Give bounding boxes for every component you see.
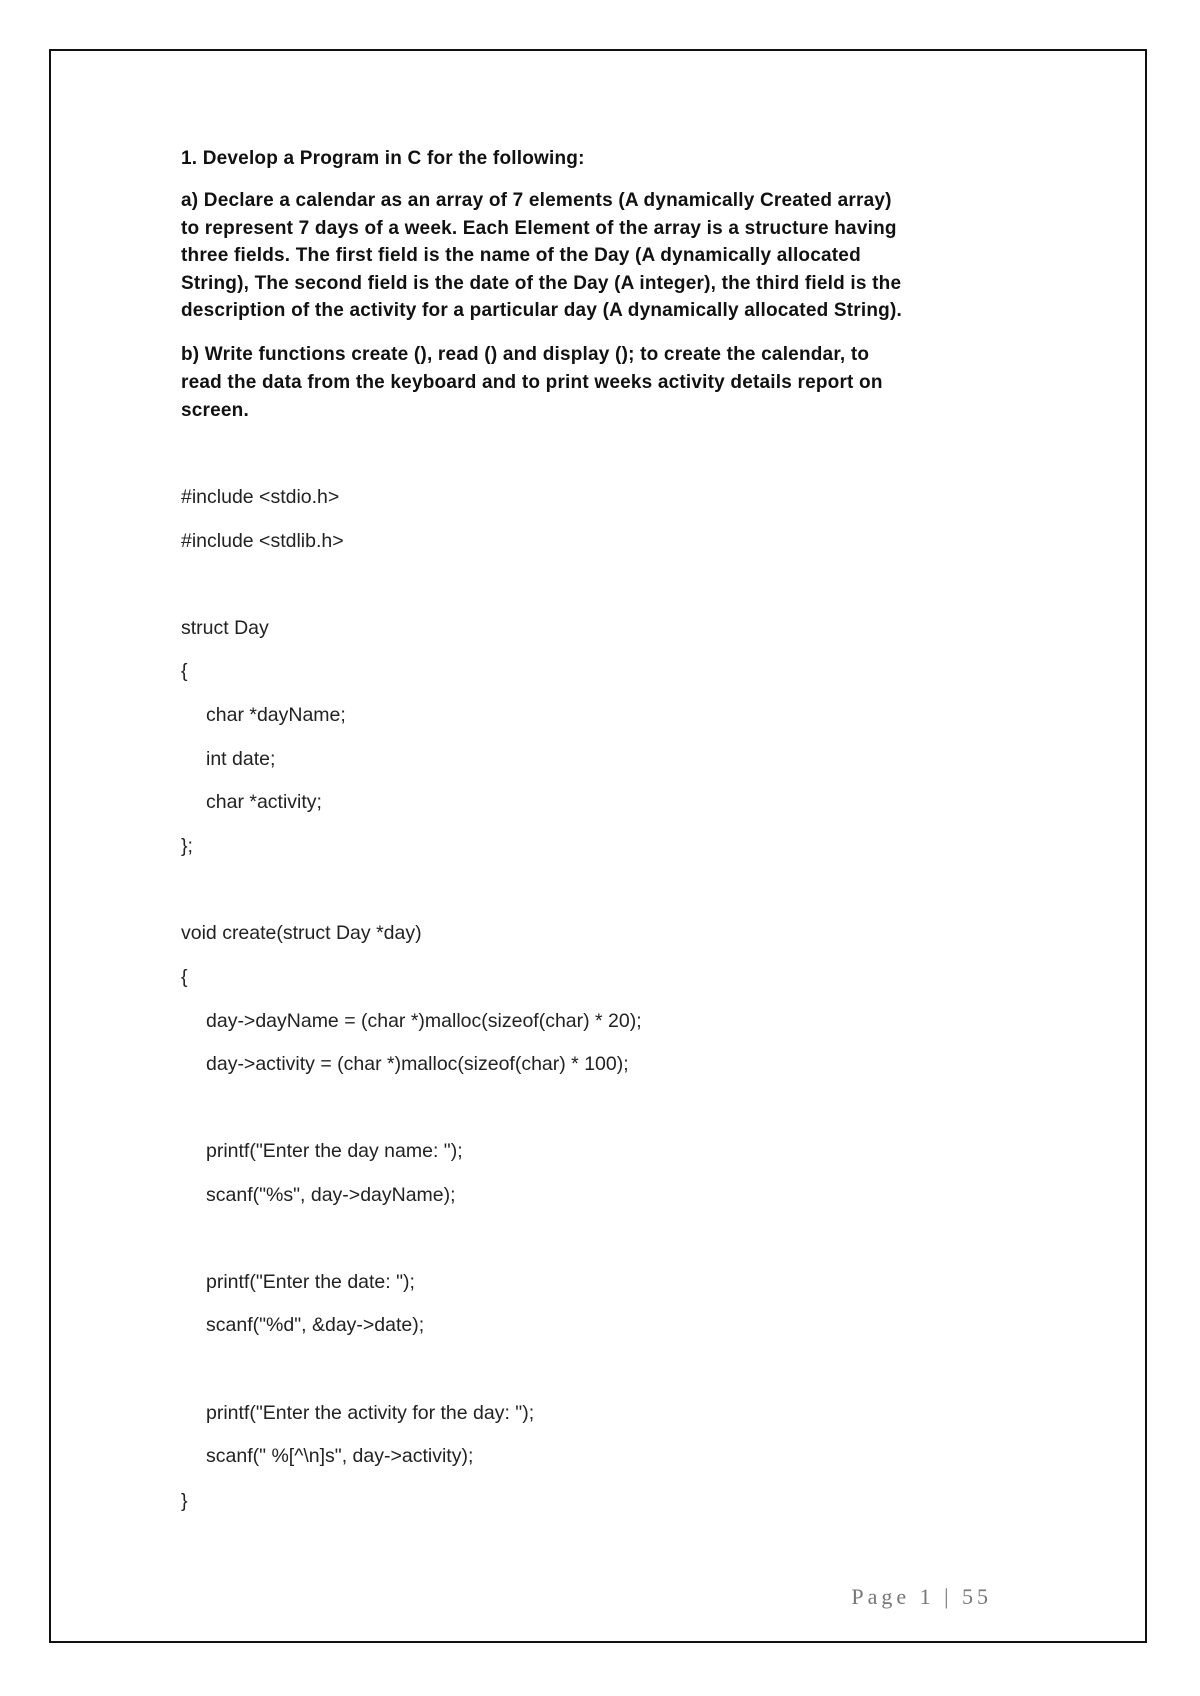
code-line: #include <stdlib.h> [181, 530, 344, 552]
code-line: { [181, 966, 188, 988]
code-line: } [181, 1490, 188, 1512]
part-a-line: three fields. The first field is the name of the Day (A dynamically allocated [181, 245, 861, 266]
code-line: scanf("%d", &day->date); [206, 1314, 425, 1336]
code-line: { [181, 660, 188, 682]
code-line: struct Day [181, 617, 269, 639]
part-a-line: to represent 7 days of a week. Each Element of the array is a structure having [181, 218, 897, 239]
code-line: printf("Enter the day name: "); [206, 1140, 463, 1162]
part-b-line: b) Write functions create (), read () and display (); to create the calendar, to [181, 344, 870, 365]
code-line: day->dayName = (char *)malloc(sizeof(char) * 20); [206, 1010, 642, 1032]
code-line: }; [181, 835, 193, 857]
part-b-line: read the data from the keyboard and to print weeks activity details report on [181, 372, 883, 393]
part-a-line: description of the activity for a particular day (A dynamically allocated String). [181, 300, 902, 321]
code-line: void create(struct Day *day) [181, 922, 422, 944]
part-a-line: String), The second field is the date of the Day (A integer), the third field is the [181, 273, 902, 294]
part-a-line: a) Declare a calendar as an array of 7 elements (A dynamically Created array) [181, 190, 892, 211]
question-heading: 1. Develop a Program in C for the following: [181, 148, 585, 169]
page-number: Page 1 | 55 [851, 1584, 992, 1609]
code-line: scanf(" %[^\n]s", day->activity); [206, 1445, 474, 1467]
code-line: day->activity = (char *)malloc(sizeof(char) * 100); [206, 1053, 629, 1075]
part-b-line: screen. [181, 400, 249, 421]
code-line: int date; [206, 748, 276, 770]
code-line: printf("Enter the activity for the day: "); [206, 1402, 535, 1424]
code-line: char *dayName; [206, 704, 346, 726]
code-line: #include <stdio.h> [181, 486, 340, 508]
code-line: printf("Enter the date: "); [206, 1271, 415, 1293]
code-line: scanf("%s", day->dayName); [206, 1184, 456, 1206]
code-line: char *activity; [206, 791, 322, 813]
